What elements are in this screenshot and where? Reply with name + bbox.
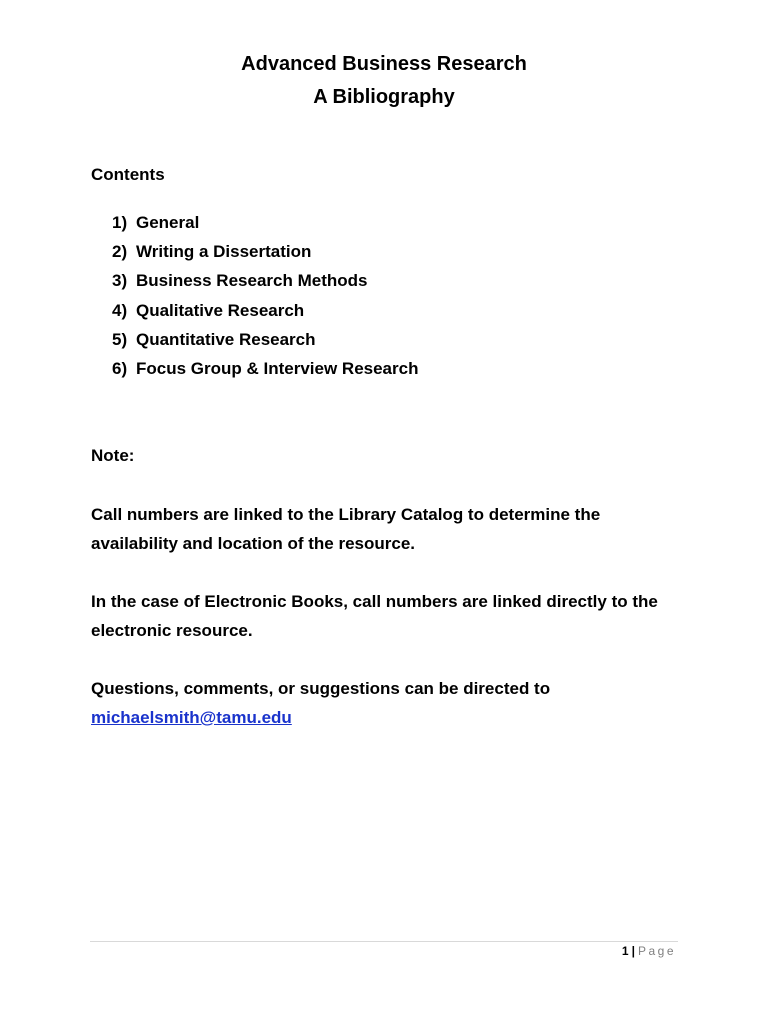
note-paragraph-questions — [91, 674, 691, 732]
toc-item-number: 5) — [112, 329, 128, 349]
toc-item-quantitative-research — [112, 328, 418, 357]
page-word: Page — [637, 944, 676, 958]
email-link[interactable]: michaelsmith@tamu.edu — [91, 708, 292, 727]
note-paragraph-electronic-books: In the case of Electronic Books, call numbers are linked directly to the electronic resource. — [91, 592, 658, 640]
toc-item-number: 3) — [112, 271, 128, 291]
toc-item-label: Quantitative Research — [136, 329, 316, 349]
questions-text: Questions, comments, or suggestions can be directed to — [91, 679, 551, 698]
toc-item-qualitative-research — [112, 299, 418, 328]
contents-heading: Contents — [91, 165, 165, 184]
page-footer — [622, 943, 676, 959]
toc-item-number: 1) — [112, 213, 128, 232]
toc-item-focus-group-interview-research — [112, 357, 418, 386]
toc-item-label: Focus Group & Interview Research — [136, 358, 419, 378]
page-number: 1 — [621, 944, 629, 958]
note-paragraph-call-numbers: Call numbers are linked to the Library Catalog to determine the availability and location of the resource. — [91, 505, 601, 553]
toc-item-writing-a-dissertation — [112, 240, 418, 269]
toc-item-label: General — [136, 213, 200, 232]
toc-item-label: Business Research Methods — [136, 271, 368, 291]
toc-item-number: 6) — [112, 358, 128, 378]
footer-separator: | — [631, 944, 635, 958]
title-line-1: Advanced Business Research — [241, 53, 527, 75]
document-title — [0, 48, 768, 114]
toc-item-general — [112, 211, 418, 240]
footer-divider — [90, 941, 678, 942]
note-heading: Note: — [91, 446, 135, 465]
toc-item-number: 4) — [112, 300, 128, 320]
toc-item-label: Writing a Dissertation — [136, 242, 312, 262]
toc-item-label: Qualitative Research — [136, 300, 305, 320]
table-of-contents — [112, 211, 418, 386]
title-line-2: A Bibliography — [313, 86, 455, 108]
toc-item-business-research-methods — [112, 269, 418, 298]
toc-item-number: 2) — [112, 242, 128, 262]
